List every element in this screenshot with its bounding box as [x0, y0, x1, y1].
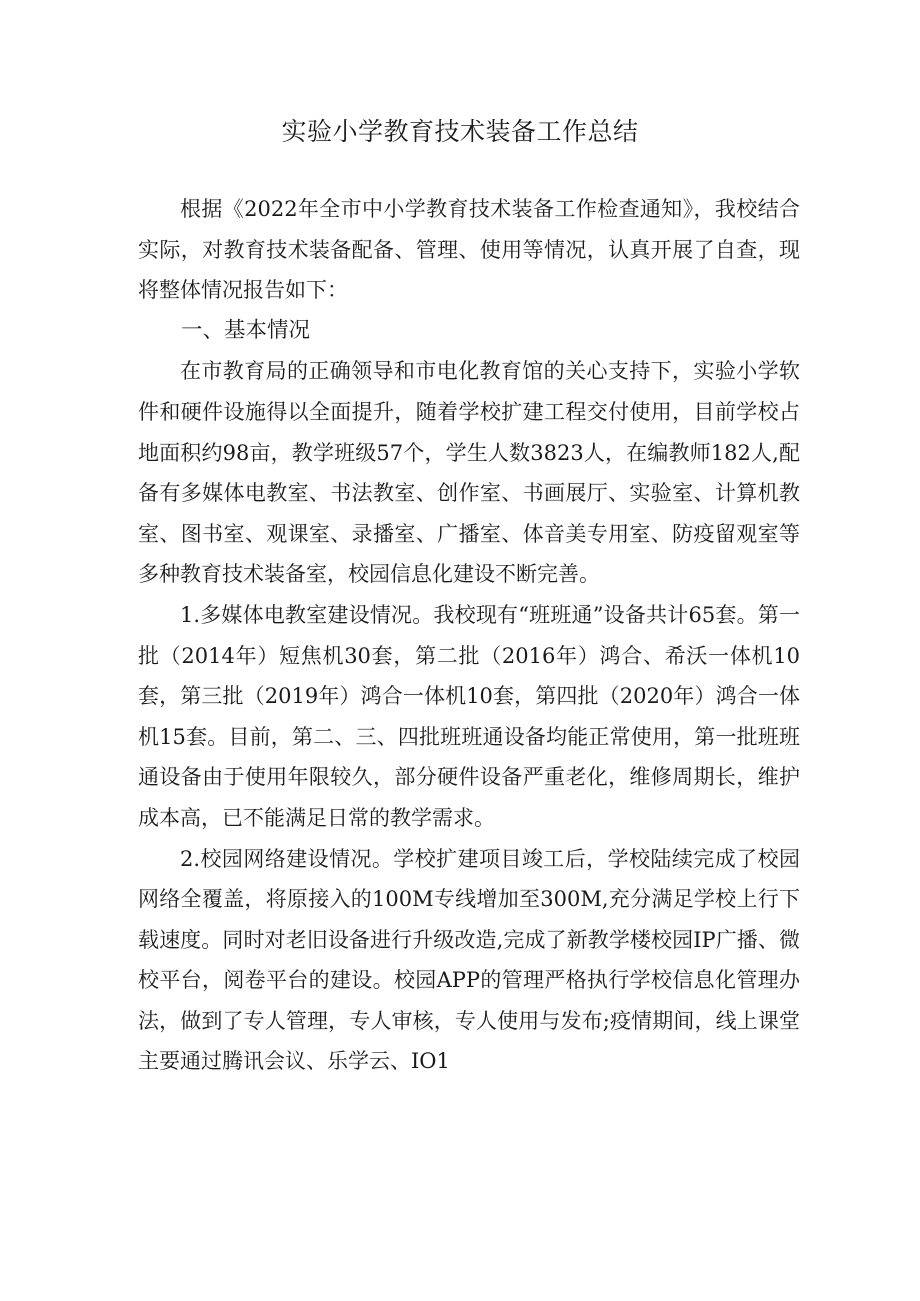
basic-info-paragraph: 在市教育局的正确领导和市电化教育馆的关心支持下，实验小学软件和硬件设施得以全面提升，随着学校扩建工程交付使用，目前学校占地面积约98亩，教学班级57个，学生人数3823人，在编教师182人,配备有多媒体电教室、书法教室、创作室、书画展厅、实验室、计算机教室、图书室、观课室、录播室、广播室、体音美专用室、防疫留观室等多种教育技术装备室，校园信息化建设不断完善。 [138, 359, 800, 587]
intro-paragraph: 根据《2022年全市中小学教育技术装备工作检查通知》，我校结合实际，对教育技术装备配备、管理、使用等情况，认真开展了自查，现将整体情况报告如下： [138, 197, 800, 303]
section-heading-basic: 一、基本情况 [181, 317, 311, 343]
document-title: 实验小学教育技术装备工作总结 [281, 117, 639, 146]
network-paragraph: 2.校园网络建设情况。学校扩建项目竣工后，学校陆续完成了校园网络全覆盖，将原接入的100M专线增加至300M,充分满足学校上行下载速度。同时对老旧设备进行升级改造,完成了新教学楼校园IP广播、微校平台，阅卷平台的建设。校园APP的管理严格执行学校信息化管理办法，做到了专人管理，专人审核，专人使用与发布;疫情期间，线上课堂主要通过腾讯会议、乐学云、IO1 [138, 846, 800, 1074]
multimedia-paragraph: 1.多媒体电教室建设情况。我校现有“班班通”设备共计65套。第一批（2014年）短焦机30套，第二批（2016年）鸿合、希沃一体机10套，第三批（2019年）鸿合一体机10套，第四批（2020年）鸿合一体机15套。目前，第二、三、四批班班通设备均能正常使用，第一批班班通设备由于使用年限较久，部分硬件设备严重老化，维修周期长，维护成本高，已不能满足日常的教学需求。 [138, 602, 800, 830]
document-body [138, 189, 800, 1082]
